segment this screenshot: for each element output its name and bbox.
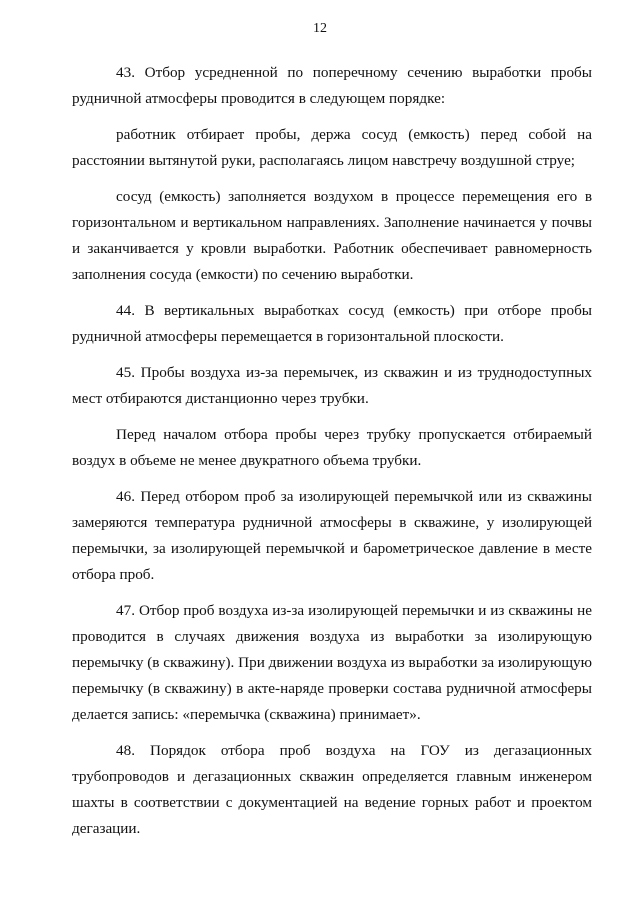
paragraph-46: 46. Перед отбором проб за изолирующей перемычкой или из скважины замеряются температура рудничной атмосферы в скважине, у изолирующей перемычки, за изолирующей перемычкой и барометрическое давление в месте отбора проб.	[72, 488, 592, 583]
paragraph-47: 47. Отбор проб воздуха из-за изолирующей перемычки и из скважины не проводится в случаях движения воздуха из выработки за изолирующую перемычку (в скважину). При движении воздуха из выработки за изолирующую перемычку (в скважину) в акте-наряде проверки состава рудничной атмосферы делается запись: «перемычка (скважина) принимает».	[72, 602, 592, 723]
document-body	[72, 60, 592, 852]
paragraph-43-item-2: сосуд (емкость) заполняется воздухом в процессе перемещения его в горизонтальном и вертикальном направлениях. Заполнение начинается у почвы и заканчивается у кровли выработки. Работник обеспечивает равномерность заполнения сосуда (емкости) по сечению выработки.	[72, 188, 592, 283]
page-number: 12	[313, 21, 327, 36]
paragraph-48: 48. Порядок отбора проб воздуха на ГОУ из дегазационных трубопроводов и дегазационных скважин определяется главным инженером шахты в соответствии с документацией на ведение горных работ и проектом дегазации.	[72, 742, 592, 837]
paragraph-44: 44. В вертикальных выработках сосуд (емкость) при отборе пробы рудничной атмосферы перемещается в горизонтальной плоскости.	[72, 302, 592, 345]
paragraph-45-continued: Перед началом отбора пробы через трубку пропускается отбираемый воздух в объеме не менее двукратного объема трубки.	[72, 426, 592, 469]
paragraph-45: 45. Пробы воздуха из-за перемычек, из скважин и из труднодоступных мест отбираются дистанционно через трубки.	[72, 364, 592, 407]
paragraph-43-item-1: работник отбирает пробы, держа сосуд (емкость) перед собой на расстоянии вытянутой руки, располагаясь лицом навстречу воздушной струе;	[72, 126, 592, 169]
paragraph-43: 43. Отбор усредненной по поперечному сечению выработки пробы рудничной атмосферы проводится в следующем порядке:	[72, 64, 592, 107]
